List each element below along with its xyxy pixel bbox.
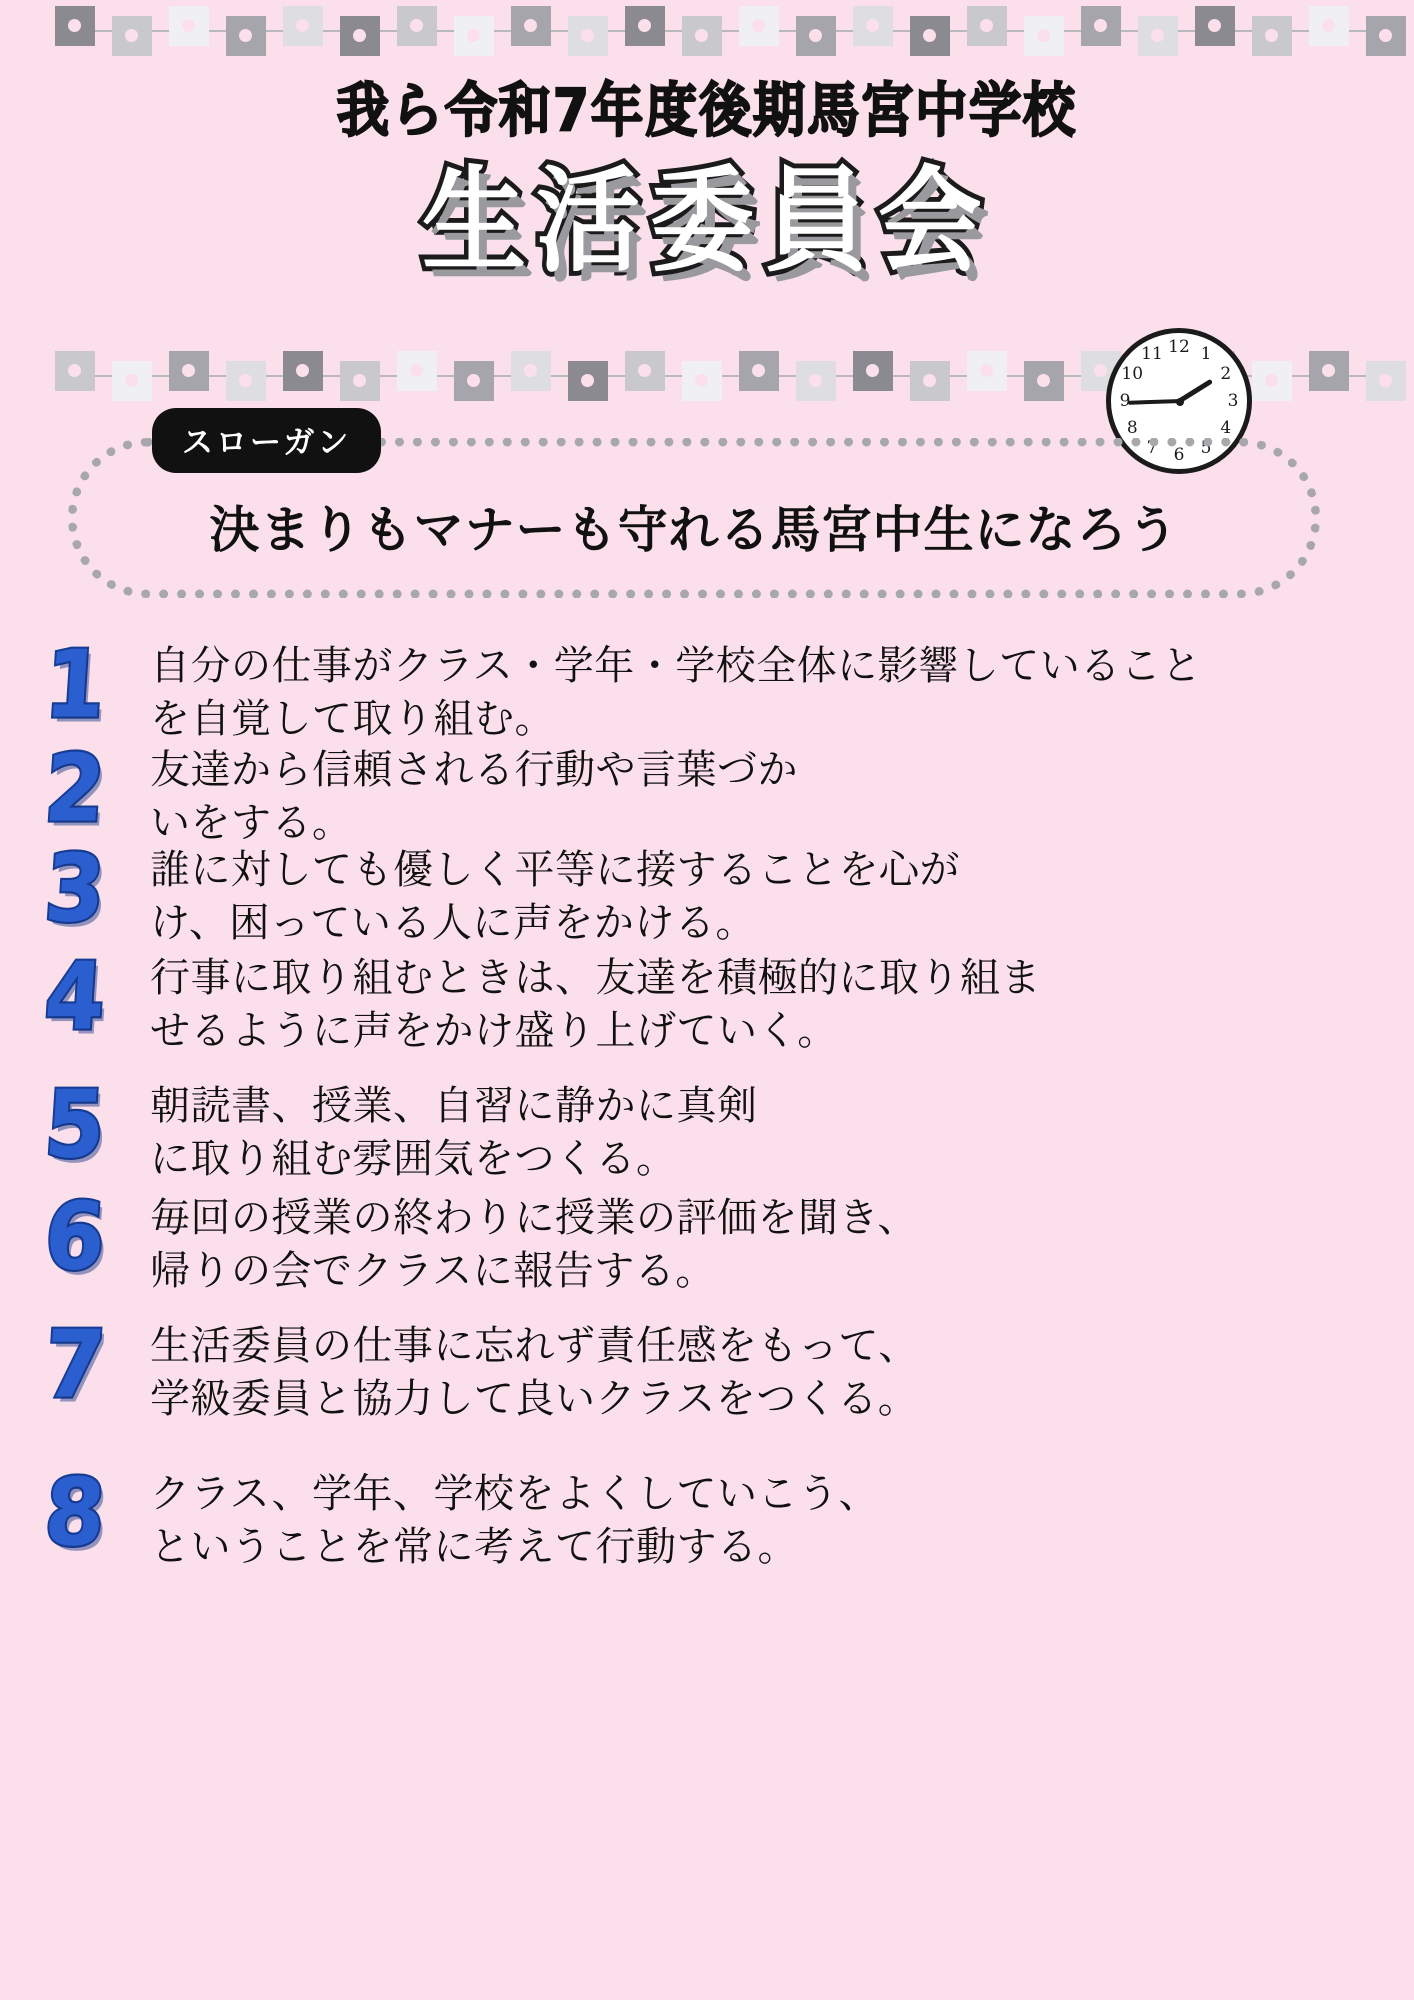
- clock-numeral: 4: [1220, 418, 1232, 438]
- rule-text: [150, 744, 1414, 850]
- rule-number: 2: [41, 734, 109, 843]
- clock-numeral: 12: [1168, 337, 1190, 357]
- flower-icon: [1309, 351, 1349, 391]
- rule-row: [0, 1458, 1414, 1574]
- flower-icon: [55, 6, 95, 46]
- rule-text-line: を自覚して取り組む。: [150, 696, 555, 743]
- rule-text-line: せるように声をかけ盛り上げていく。: [150, 1008, 838, 1055]
- flower-icon: [112, 16, 152, 56]
- rule-text-line: 朝読書、授業、自習に静かに真剣: [150, 1083, 758, 1129]
- clock-numeral: 10: [1121, 364, 1144, 384]
- flower-icon: [1195, 6, 1235, 46]
- flower-icon: [1252, 361, 1292, 401]
- rule-text-line: 誰に対しても優しく平等に接することを心が: [150, 847, 960, 893]
- rule-row: [0, 834, 1414, 950]
- flower-icon: [283, 6, 323, 46]
- flower-icon: [397, 351, 437, 391]
- rule-text-line: 毎回の授業の終わりに授業の評価を聞き、: [150, 1195, 918, 1241]
- rule-row: [0, 942, 1414, 1058]
- flower-icon: [226, 16, 266, 56]
- flower-icon: [967, 6, 1007, 46]
- rule-text: [150, 1080, 1414, 1186]
- rule-row: [0, 1182, 1414, 1298]
- flower-icon: [340, 361, 380, 401]
- flower-icon: [1138, 16, 1178, 56]
- rule-number: 8: [41, 1458, 109, 1567]
- rule-text-line: け、困っている人に声をかける。: [150, 900, 756, 947]
- rule-number: 6: [41, 1182, 109, 1291]
- rule-text-line: 行事に取り組むときは、友達を積極的に取り組ま: [150, 955, 1041, 1001]
- rule-text-line: に取り組む雰囲気をつくる。: [150, 1136, 677, 1183]
- rule-text-line: クラス、学年、学校をよくしていこう、: [150, 1471, 879, 1517]
- flower-icon: [625, 351, 665, 391]
- flower-icon: [568, 361, 608, 401]
- rule-row: [0, 1310, 1414, 1426]
- flower-icon: [169, 6, 209, 46]
- rule-number: 7: [41, 1310, 109, 1419]
- clock-numeral: 5: [1200, 437, 1212, 458]
- page-title: 生活委員会: [421, 153, 992, 289]
- flower-icon: [55, 351, 95, 391]
- flower-icon: [796, 361, 836, 401]
- flower-icon: [340, 16, 380, 56]
- flower-icon: [1024, 16, 1064, 56]
- rule-text: [150, 1192, 1414, 1298]
- rule-text-line: 学級委員と協力して良いクラスをつくる。: [150, 1376, 919, 1423]
- flower-garland-top: [0, 0, 1414, 60]
- rule-row: [0, 734, 1414, 850]
- rule-text: [150, 844, 1414, 950]
- flower-icon: [511, 6, 551, 46]
- clock-center-pin: [1176, 398, 1184, 406]
- rule-text: [150, 1468, 1414, 1574]
- clock-numeral: 9: [1119, 391, 1131, 411]
- flower-icon: [682, 16, 722, 56]
- rule-text-line: 自分の仕事がクラス・学年・学校全体に影響していること: [150, 643, 1202, 689]
- flower-icon: [1366, 361, 1406, 401]
- flower-icon: [739, 351, 779, 391]
- slogan-text: 決まりもマナーも守れる馬宮中生になろう: [209, 501, 1179, 559]
- rule-text: [150, 1320, 1414, 1426]
- clock-numeral: 8: [1126, 418, 1138, 438]
- rule-row: [0, 630, 1414, 746]
- flower-icon: [169, 351, 209, 391]
- flower-icon: [1366, 16, 1406, 56]
- rule-text: [150, 952, 1414, 1058]
- flower-icon: [910, 361, 950, 401]
- rule-row: [0, 1070, 1414, 1186]
- flower-icon: [682, 361, 722, 401]
- flower-icon: [796, 16, 836, 56]
- flower-icon: [511, 351, 551, 391]
- flower-icon: [1309, 6, 1349, 46]
- flower-icon: [112, 361, 152, 401]
- clock-numeral: 1: [1200, 344, 1212, 365]
- rule-number: 4: [41, 942, 109, 1051]
- flower-icon: [1024, 361, 1064, 401]
- flower-icon: [454, 16, 494, 56]
- flower-icon: [283, 351, 323, 391]
- rule-number: 3: [41, 834, 109, 943]
- flower-icon: [454, 361, 494, 401]
- flower-icon: [397, 6, 437, 46]
- rules-list: [0, 630, 1414, 1640]
- clock-numeral: 11: [1141, 344, 1163, 365]
- slogan-tag: スローガン: [152, 408, 381, 473]
- flower-icon: [739, 6, 779, 46]
- rule-text-line: ということを常に考えて行動する。: [150, 1524, 798, 1571]
- clock-numeral: 3: [1227, 391, 1239, 411]
- clock-numeral: 2: [1220, 364, 1232, 384]
- flower-icon: [910, 16, 950, 56]
- rule-number: 5: [41, 1070, 109, 1179]
- clock-numeral: 6: [1173, 445, 1185, 465]
- rule-text: [150, 640, 1414, 746]
- rule-text-line: 帰りの会でクラスに報告する。: [150, 1248, 716, 1295]
- header-subtitle: 我ら令和7年度後期馬宮中学校: [336, 78, 1078, 146]
- rule-text-line: 生活委員の仕事に忘れず責任感をもって、: [150, 1323, 919, 1369]
- flower-icon: [625, 6, 665, 46]
- rule-number: 1: [41, 630, 109, 739]
- flower-icon: [967, 351, 1007, 391]
- flower-icon: [1252, 16, 1292, 56]
- poster-header: [0, 68, 1414, 289]
- flower-icon: [1081, 6, 1121, 46]
- flower-icon: [568, 16, 608, 56]
- flower-icon: [853, 351, 893, 391]
- rule-text-line: いをする。: [150, 800, 353, 847]
- clock-numeral: 7: [1146, 437, 1158, 458]
- rule-text-line: 友達から信頼される行動や言葉づか: [150, 747, 798, 793]
- flower-icon: [853, 6, 893, 46]
- flower-icon: [226, 361, 266, 401]
